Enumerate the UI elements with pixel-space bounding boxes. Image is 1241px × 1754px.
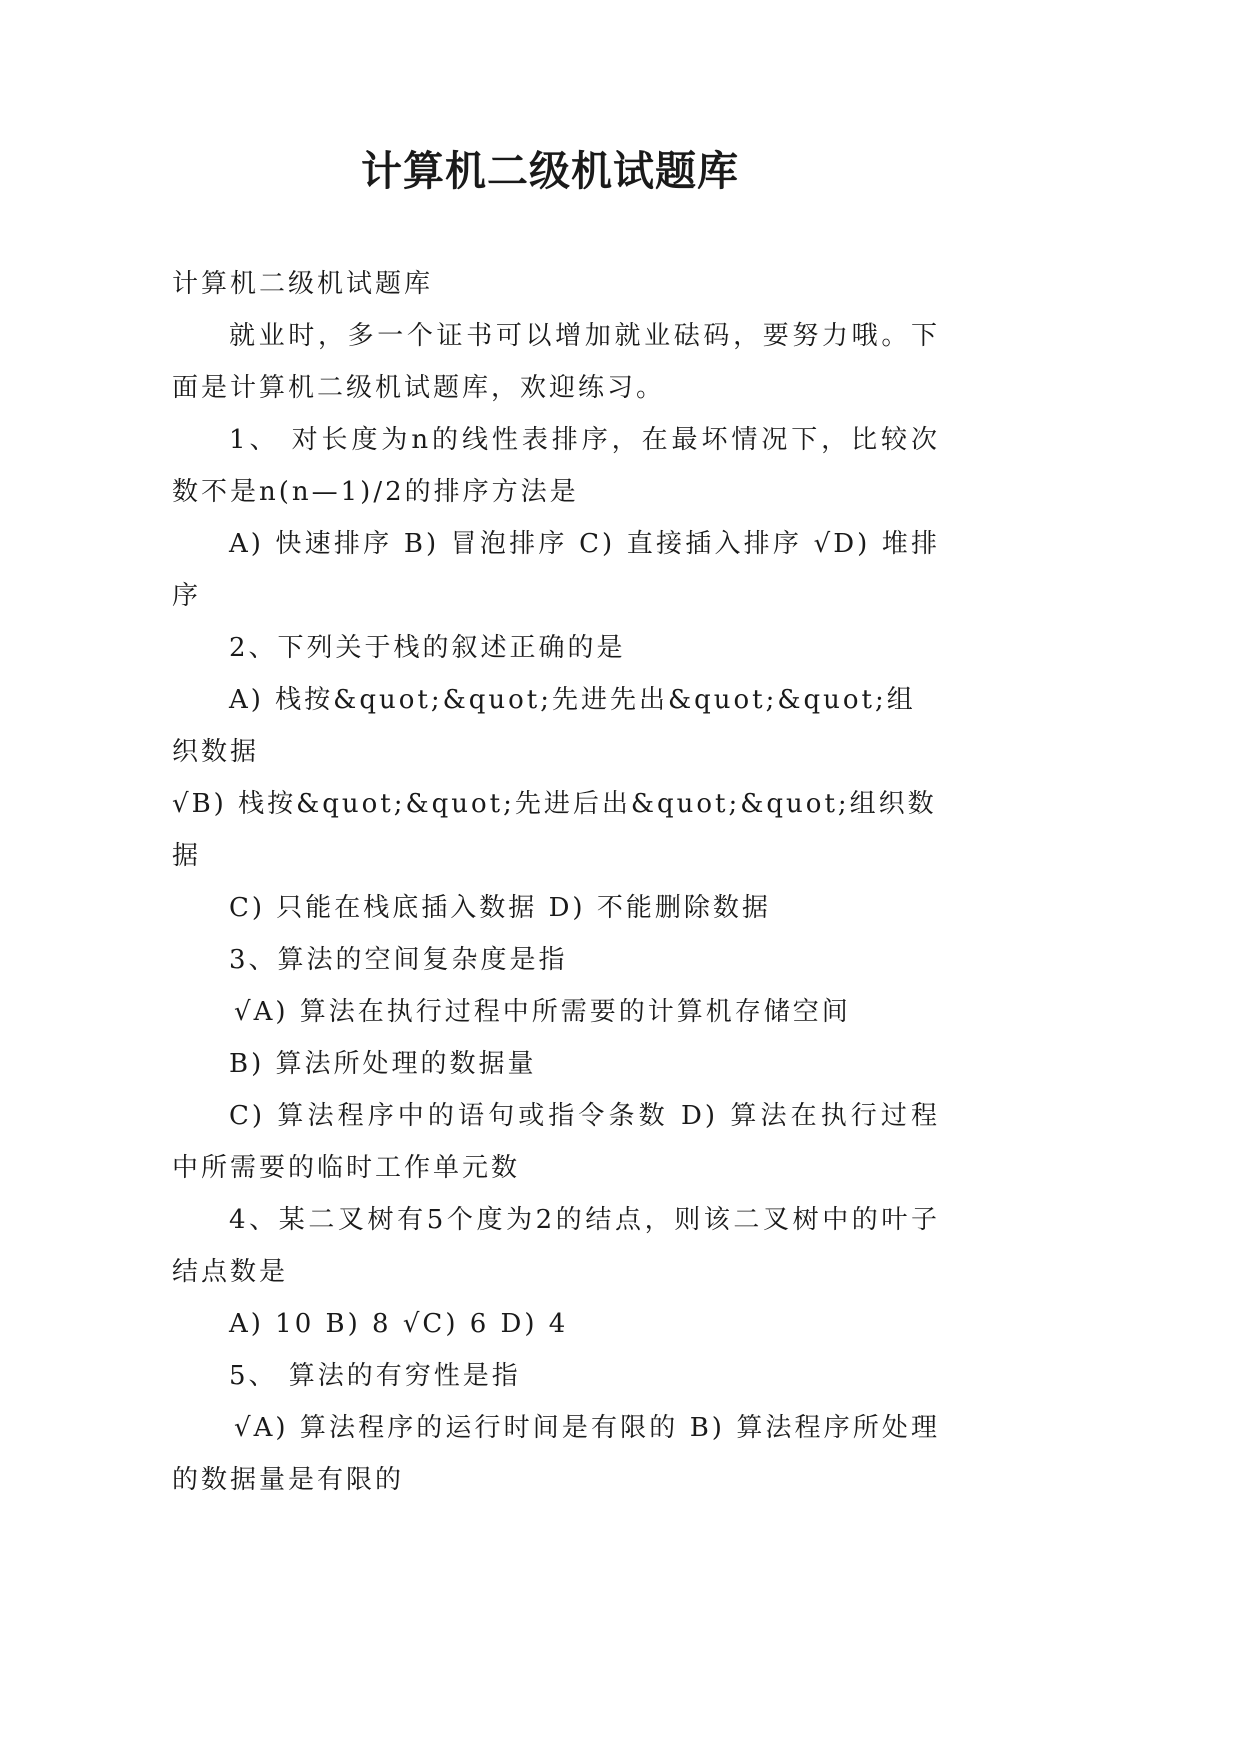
paragraph-heading: 计算机二级机试题库 [172,269,434,299]
question-1-options: A) 快速排序 B) 冒泡排序 C) 直接插入排序 √D) 堆排序 [172,529,940,611]
question-2-options-cd: C) 只能在栈底插入数据 D) 不能删除数据 [229,893,771,923]
question-2-option-b: √B) 栈按&quot;&quot;先进后出&quot;&quot;组织数据 [172,789,937,871]
question-4-options: A) 10 B) 8 √C) 6 D) 4 [229,1309,569,1339]
document-title: 计算机二级机试题库 [361,147,739,195]
question-3: 3、算法的空间复杂度是指 [229,945,568,975]
question-5-options: √A) 算法程序的运行时间是有限的 B) 算法程序所处理的数据量是有限的 [172,1413,940,1495]
question-3-options-cd: C) 算法程序中的语句或指令条数 D) 算法在执行过程中所需要的临时工作单元数 [172,1101,940,1183]
document-body [172,258,940,1506]
question-2: 2、下列关于栈的叙述正确的是 [229,633,626,663]
question-2-option-a: A) 栈按&quot;&quot;先进先出&quot;&quot;组织数据 [172,685,916,767]
paragraph-intro: 就业时，多一个证书可以增加就业砝码，要努力哦。下面是计算机二级机试题库，欢迎练习。 [172,321,940,403]
question-3-option-b: B) 算法所处理的数据量 [229,1049,537,1079]
question-3-option-a: √A) 算法在执行过程中所需要的计算机存储空间 [234,997,851,1027]
question-5: 5、 算法的有穷性是指 [229,1361,521,1391]
question-1: 1、 对长度为n的线性表排序，在最坏情况下，比较次数不是n(n—1)/2的排序方法是 [172,425,940,507]
question-4: 4、某二叉树有5个度为2的结点，则该二叉树中的叶子结点数是 [172,1205,940,1287]
